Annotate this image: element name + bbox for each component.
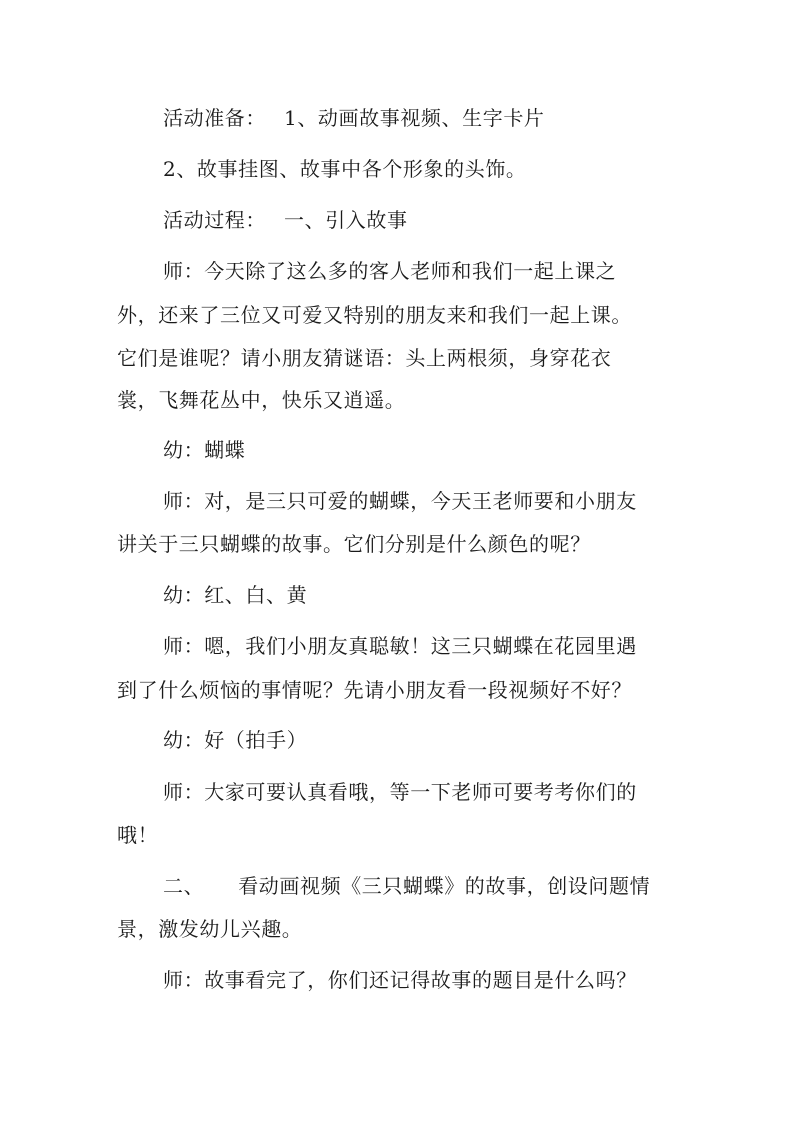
paragraph-teacher-5: 师：故事看完了，你们还记得故事的题目是什么吗？ (163, 968, 637, 992)
paragraph-teacher-4-line-1: 师：大家可要认真看哦，等一下老师可要考考你们的 (163, 780, 637, 804)
paragraph-child-2: 幼：红、白、黄 (163, 583, 308, 607)
section-2-heading-line-1 (163, 873, 650, 899)
paragraph-child-3: 幼：好（拍手） (163, 728, 308, 752)
section-2-heading-line-2: 景，激发幼儿兴趣。 (117, 917, 303, 941)
activity-prep-line (163, 105, 545, 131)
paragraph-teacher-2-line-2: 讲关于三只蝴蝶的故事。它们分别是什么颜色的呢？ (117, 532, 591, 556)
paragraph-teacher-3-line-1: 师：嗯，我们小朋友真聪敏！这三只蝴蝶在花园里遇 (163, 634, 637, 658)
paragraph-teacher-4-line-2: 哦！ (117, 823, 159, 847)
paragraph-teacher-1-line-2: 外，还来了三位又可爱又特别的朋友来和我们一起上课。 (117, 303, 632, 327)
paragraph-teacher-1-line-4: 裳，飞舞花丛中，快乐又逍遥。 (117, 388, 406, 412)
activity-process-label: 活动过程： (163, 208, 266, 232)
activity-prep-item-2: 2、故事挂图、故事中各个形象的头饰。 (163, 157, 527, 181)
section-2-text: 看动画视频《三只蝴蝶》的故事，创设问题情 (238, 874, 651, 898)
paragraph-teacher-2-line-1: 师：对，是三只可爱的蝴蝶，今天王老师要和小朋友 (163, 489, 637, 513)
paragraph-teacher-3-line-2: 到了什么烦恼的事情呢？先请小朋友看一段视频好不好？ (117, 678, 632, 702)
paragraph-child-1: 幼：蝴蝶 (163, 438, 246, 462)
activity-prep-item-1: 1、动画故事视频、生字卡片 (284, 106, 545, 130)
activity-prep-label: 活动准备： (163, 106, 266, 130)
section-2-number: 二、 (163, 874, 205, 898)
activity-process-step-1: 一、引入故事 (284, 208, 408, 232)
paragraph-teacher-1-line-3: 它们是谁呢？请小朋友猜谜语：头上两根须，身穿花衣 (117, 346, 612, 370)
paragraph-teacher-1-line-1: 师：今天除了这么多的客人老师和我们一起上课之 (163, 259, 617, 283)
activity-process-line (163, 207, 408, 233)
